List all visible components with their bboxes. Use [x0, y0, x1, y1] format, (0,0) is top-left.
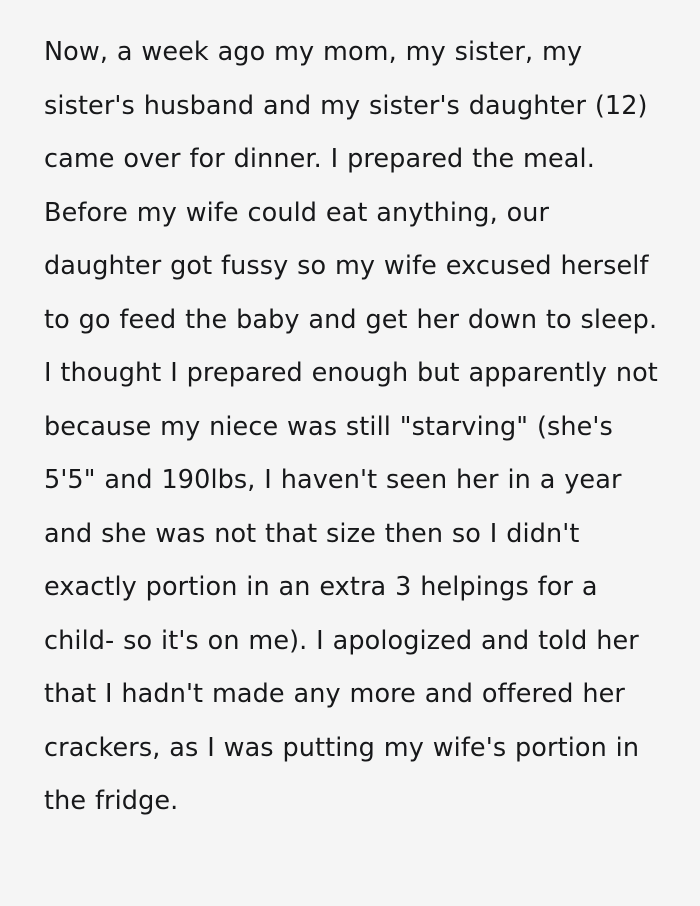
story-paragraph: Now, a week ago my mom, my sister, my sister's husband and my sister's daughter (12) came over for dinner. I prepared the meal. Before my wife could eat anything, our daughter got fussy so my wife excused herself to go feed the baby and get her down to sleep. I thought I prepared enough but apparently not because my niece was still "starving" (she's 5'5" and 190lbs, I haven't seen her in a year and she was not that size then so I didn't exactly portion in an extra 3 helpings for a child- so it's on me). I apologized and told her that I hadn't made any more and offered her crackers, as I was putting my wife's portion in the fridge.	[44, 37, 667, 816]
